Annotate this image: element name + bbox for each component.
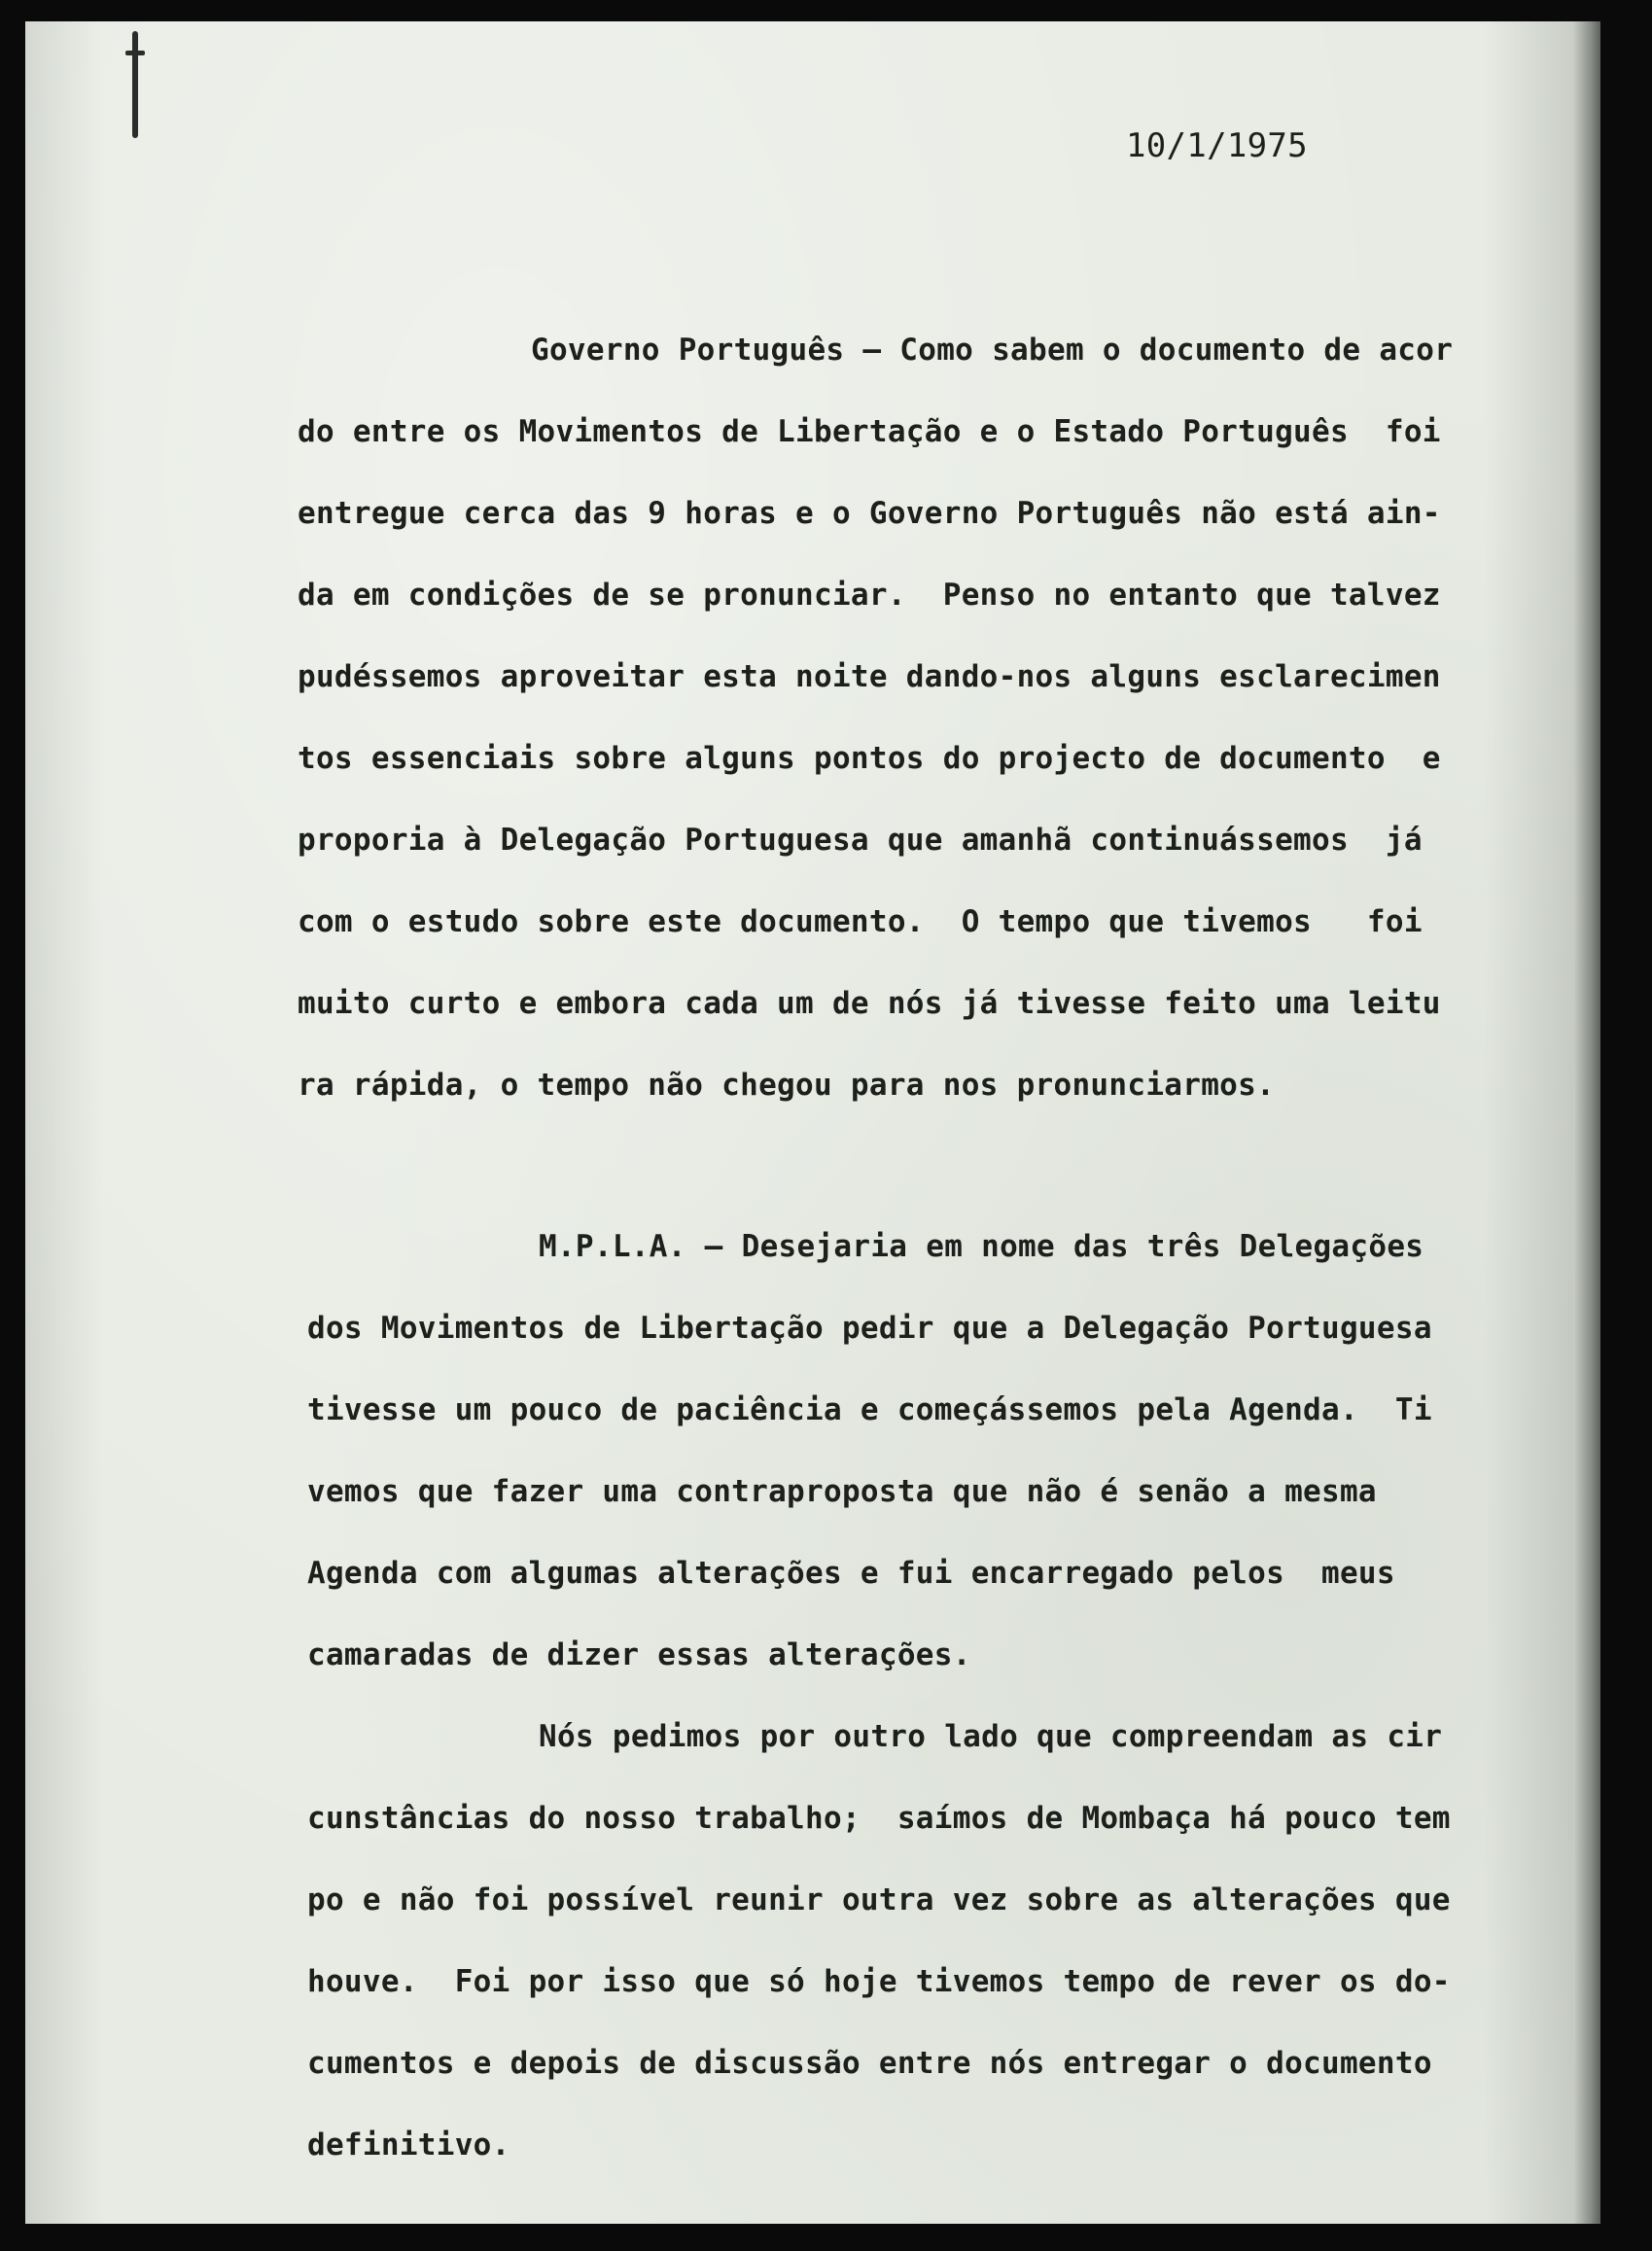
document-body: [25, 21, 1600, 2224]
paragraph-1-line-8: com o estudo sobre este documento. O tempo que tivemos foi: [298, 904, 1423, 939]
paragraph-1-line-3: entregue cerca das 9 horas e o Governo Português não está ain-: [298, 496, 1441, 531]
document-date: 10/1/1975: [1126, 126, 1308, 165]
paragraph-2-line-6: camaradas de dizer essas alterações.: [307, 1637, 971, 1672]
paragraph-1-line-10: ra rápida, o tempo não chegou para nos pronunciarmos.: [298, 1068, 1276, 1103]
paragraph-2-line-4: vemos que fazer uma contraproposta que não é senão a mesma: [307, 1474, 1377, 1509]
paragraph-1-line-1: Governo Português — Como sabem o documento de acor: [531, 333, 1454, 368]
paragraph-1-line-5: pudéssemos aproveitar esta noite dando-nos alguns esclarecimen: [298, 659, 1441, 694]
paragraph-3-line-2: cunstâncias do nosso trabalho; saímos de Mombaça há pouco tem: [307, 1801, 1451, 1836]
paragraph-2-line-5: Agenda com algumas alterações e fui encarregado pelos meus: [307, 1556, 1395, 1591]
paragraph-2-line-1: M.P.L.A. — Desejaria em nome das três Delegações: [539, 1229, 1424, 1264]
paragraph-3-line-4: houve. Foi por isso que só hoje tivemos tempo de rever os do-: [307, 1964, 1451, 1999]
paragraph-2-line-2: dos Movimentos de Libertação pedir que a Delegação Portuguesa: [307, 1311, 1432, 1346]
paragraph-1-line-2: do entre os Movimentos de Libertação e o Estado Português foi: [298, 414, 1441, 449]
document-page: [25, 21, 1600, 2224]
paragraph-1-line-7: proporia à Delegação Portuguesa que amanhã continuássemos já: [298, 823, 1423, 858]
paragraph-1-line-9: muito curto e embora cada um de nós já tivesse feito uma leitu: [298, 986, 1441, 1021]
paragraph-3-line-5: cumentos e depois de discussão entre nós entregar o documento: [307, 2046, 1432, 2081]
paragraph-1-line-4: da em condições de se pronunciar. Penso no entanto que talvez: [298, 578, 1441, 613]
paragraph-3-line-1: Nós pedimos por outro lado que compreendam as cir: [539, 1719, 1443, 1754]
paragraph-3-line-6: definitivo.: [307, 2128, 510, 2163]
paragraph-2-line-3: tivesse um pouco de paciência e começássemos pela Agenda. Ti: [307, 1392, 1432, 1427]
paragraph-1-line-6: tos essenciais sobre alguns pontos do projecto de documento e: [298, 741, 1441, 776]
paragraph-3-line-3: po e não foi possível reunir outra vez sobre as alterações que: [307, 1882, 1451, 1917]
